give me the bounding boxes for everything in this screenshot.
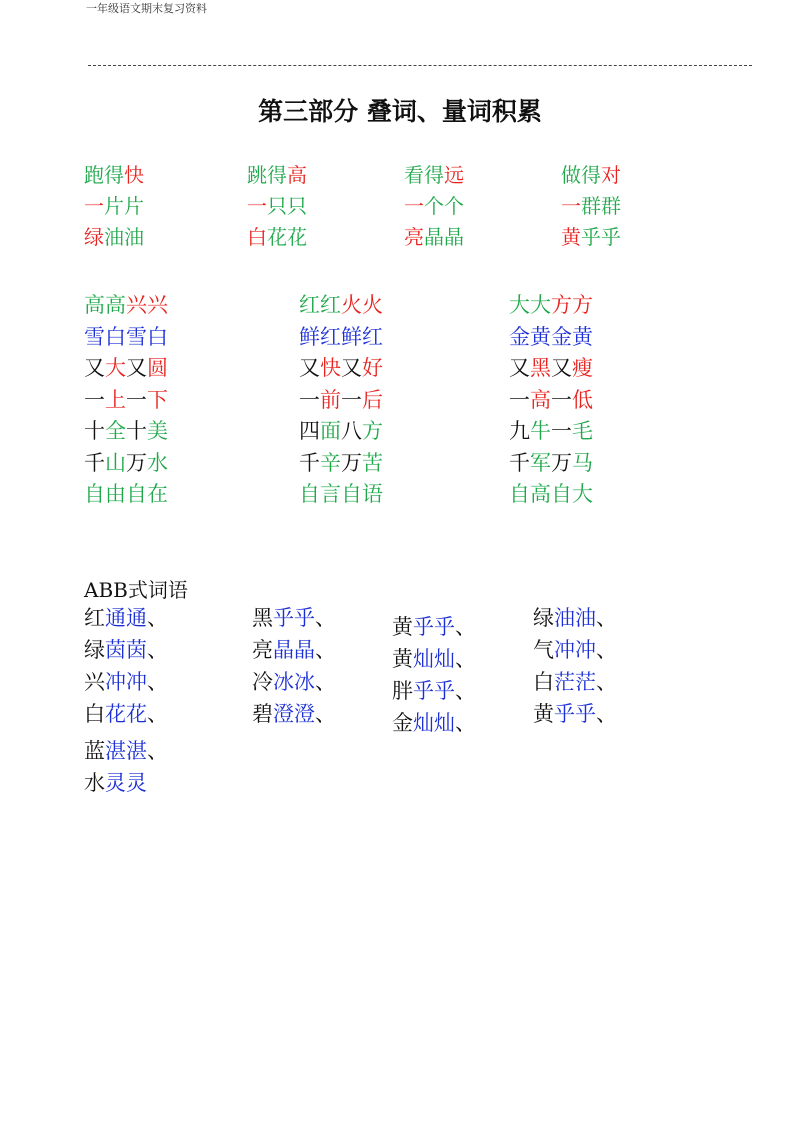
- word-segment: 、: [315, 702, 336, 726]
- word-segment: 万: [551, 451, 572, 475]
- word-item: [299, 481, 383, 507]
- word-segment: 苦: [362, 451, 383, 475]
- abb-heading: ABB式词语: [84, 578, 188, 602]
- word-segment: 胖: [392, 679, 413, 703]
- word-item: [509, 292, 593, 318]
- word-segment: 片片: [104, 194, 144, 218]
- word-item: [299, 387, 383, 413]
- word-item: [533, 637, 617, 663]
- word-item: [247, 224, 307, 250]
- word-item: [84, 770, 147, 796]
- word-item: [84, 355, 168, 381]
- word-segment: 跳得: [247, 163, 287, 187]
- word-segment: 好: [362, 356, 383, 380]
- word-segment: 高: [287, 163, 307, 187]
- word-segment: 乎乎: [554, 702, 596, 726]
- word-segment: 黄: [533, 702, 554, 726]
- word-item: [509, 387, 593, 413]
- word-segment: 下: [147, 388, 168, 412]
- word-segment: 兴兴: [126, 293, 168, 317]
- word-item: [84, 481, 168, 507]
- word-item: [252, 669, 336, 695]
- word-item: [561, 224, 621, 250]
- word-segment: 自高自大: [509, 482, 593, 506]
- word-segment: 茫茫: [554, 670, 596, 694]
- word-segment: 、: [596, 638, 617, 662]
- word-item: [84, 669, 168, 695]
- word-segment: 灿灿: [413, 711, 455, 735]
- word-segment: 白: [533, 670, 554, 694]
- word-segment: 、: [455, 679, 476, 703]
- word-segment: 跑得: [84, 163, 124, 187]
- header-divider: [88, 65, 752, 66]
- word-segment: 、: [315, 638, 336, 662]
- word-segment: 高: [530, 388, 551, 412]
- word-segment: 花花: [267, 225, 307, 249]
- word-segment: 茵茵: [105, 638, 147, 662]
- word-segment: 后: [362, 388, 383, 412]
- word-segment: 只只: [267, 194, 307, 218]
- word-segment: 乎乎: [581, 225, 621, 249]
- word-item: [509, 481, 593, 507]
- word-segment: 冰冰: [273, 670, 315, 694]
- word-item: [299, 355, 383, 381]
- word-item: [392, 678, 476, 704]
- word-item: [84, 292, 168, 318]
- word-item: [299, 418, 383, 444]
- word-segment: 低: [572, 388, 593, 412]
- word-item: [252, 637, 336, 663]
- word-segment: 对: [601, 163, 621, 187]
- word-segment: 、: [147, 702, 168, 726]
- word-segment: 黑: [530, 356, 551, 380]
- word-segment: 澄澄: [273, 702, 315, 726]
- word-segment: 红: [84, 606, 105, 630]
- word-segment: 八: [341, 419, 362, 443]
- word-segment: 十: [84, 419, 105, 443]
- word-item: [561, 162, 621, 188]
- word-item: [84, 387, 168, 413]
- word-item: [247, 162, 307, 188]
- word-item: [299, 450, 383, 476]
- word-segment: 、: [455, 711, 476, 735]
- word-segment: 一: [126, 388, 147, 412]
- word-segment: 水: [147, 451, 168, 475]
- word-segment: 一: [561, 194, 581, 218]
- word-segment: 毛: [572, 419, 593, 443]
- word-item: [392, 646, 476, 672]
- word-item: [509, 450, 593, 476]
- word-segment: 、: [596, 606, 617, 630]
- word-segment: 乎乎: [413, 679, 455, 703]
- word-segment: 晶晶: [273, 638, 315, 662]
- word-segment: 乎乎: [413, 615, 455, 639]
- word-segment: 圆: [147, 356, 168, 380]
- word-segment: 、: [315, 606, 336, 630]
- word-segment: 军: [530, 451, 551, 475]
- word-segment: 湛湛: [105, 739, 147, 763]
- word-segment: 、: [147, 739, 168, 763]
- word-item: [404, 224, 464, 250]
- word-segment: 千: [509, 451, 530, 475]
- word-item: [252, 605, 336, 631]
- word-item: [252, 701, 336, 727]
- word-item: [84, 324, 168, 350]
- word-item: [392, 614, 476, 640]
- word-segment: 远: [444, 163, 464, 187]
- word-segment: 、: [315, 670, 336, 694]
- word-segment: 灿灿: [413, 647, 455, 671]
- word-segment: 水: [84, 771, 105, 795]
- word-segment: 十: [126, 419, 147, 443]
- word-segment: 通通: [105, 606, 147, 630]
- word-segment: 一: [404, 194, 424, 218]
- word-item: [404, 162, 464, 188]
- word-segment: 灵灵: [105, 771, 147, 795]
- word-item: [299, 324, 383, 350]
- word-segment: 黄: [561, 225, 581, 249]
- word-segment: 一: [299, 388, 320, 412]
- word-segment: 快: [320, 356, 341, 380]
- word-item: [392, 710, 476, 736]
- word-item: [404, 193, 464, 219]
- word-segment: 辛: [320, 451, 341, 475]
- word-segment: 大大: [509, 293, 551, 317]
- word-segment: 乎乎: [273, 606, 315, 630]
- word-item: [84, 450, 168, 476]
- word-segment: 绿: [84, 225, 104, 249]
- word-segment: 冷: [252, 670, 273, 694]
- word-segment: 绿: [533, 606, 554, 630]
- word-item: [533, 669, 617, 695]
- word-segment: 美: [147, 419, 168, 443]
- word-segment: 千: [299, 451, 320, 475]
- word-segment: 、: [596, 702, 617, 726]
- page-header: 一年级语文期末复习资料: [86, 2, 207, 15]
- word-segment: 千: [84, 451, 105, 475]
- word-item: [84, 701, 168, 727]
- word-segment: 白: [247, 225, 267, 249]
- word-segment: 方方: [551, 293, 593, 317]
- word-segment: 群群: [581, 194, 621, 218]
- word-segment: 、: [147, 638, 168, 662]
- word-segment: 冲冲: [554, 638, 596, 662]
- word-segment: 一: [247, 194, 267, 218]
- word-segment: 花花: [105, 702, 147, 726]
- word-segment: 冲冲: [105, 670, 147, 694]
- word-segment: 个个: [424, 194, 464, 218]
- word-segment: 绿: [84, 638, 105, 662]
- word-segment: 又: [84, 356, 105, 380]
- word-segment: 九: [509, 419, 530, 443]
- word-segment: 、: [596, 670, 617, 694]
- word-segment: 全: [105, 419, 126, 443]
- word-segment: 火火: [341, 293, 383, 317]
- word-item: [509, 324, 593, 350]
- word-segment: 油油: [104, 225, 144, 249]
- page-title: 第三部分 叠词、量词积累: [258, 97, 542, 126]
- word-segment: 又: [341, 356, 362, 380]
- word-segment: 一: [551, 419, 572, 443]
- word-item: [84, 637, 168, 663]
- word-item: [299, 292, 383, 318]
- word-segment: 又: [126, 356, 147, 380]
- word-item: [247, 193, 307, 219]
- word-segment: 红红: [299, 293, 341, 317]
- word-segment: 一: [84, 388, 105, 412]
- word-segment: 高高: [84, 293, 126, 317]
- word-segment: 鲜红鲜红: [299, 325, 383, 349]
- word-segment: 碧: [252, 702, 273, 726]
- word-item: [84, 193, 144, 219]
- word-segment: 气: [533, 638, 554, 662]
- word-segment: 自由自在: [84, 482, 168, 506]
- word-segment: 万: [341, 451, 362, 475]
- word-item: [561, 193, 621, 219]
- word-segment: 四: [299, 419, 320, 443]
- word-segment: 做得: [561, 163, 601, 187]
- word-segment: 万: [126, 451, 147, 475]
- word-segment: 黑: [252, 606, 273, 630]
- word-segment: 、: [147, 606, 168, 630]
- word-item: [84, 605, 168, 631]
- word-segment: 、: [147, 670, 168, 694]
- word-segment: 牛: [530, 419, 551, 443]
- word-segment: 油油: [554, 606, 596, 630]
- word-item: [509, 418, 593, 444]
- word-segment: 雪白雪白: [84, 325, 168, 349]
- word-segment: 又: [551, 356, 572, 380]
- word-segment: 一: [84, 194, 104, 218]
- word-segment: 快: [124, 163, 144, 187]
- word-segment: 一: [341, 388, 362, 412]
- word-item: [84, 162, 144, 188]
- word-segment: 大: [105, 356, 126, 380]
- word-segment: 山: [105, 451, 126, 475]
- word-segment: 黄: [392, 647, 413, 671]
- word-item: [509, 355, 593, 381]
- word-segment: 、: [455, 615, 476, 639]
- word-segment: 前: [320, 388, 341, 412]
- word-segment: 蓝: [84, 739, 105, 763]
- word-item: [84, 418, 168, 444]
- word-segment: 兴: [84, 670, 105, 694]
- word-item: [533, 701, 617, 727]
- word-segment: 金黄金黄: [509, 325, 593, 349]
- word-segment: 自言自语: [299, 482, 383, 506]
- word-segment: 、: [455, 647, 476, 671]
- word-segment: 一: [509, 388, 530, 412]
- word-item: [84, 224, 144, 250]
- word-segment: 亮: [252, 638, 273, 662]
- word-segment: 亮: [404, 225, 424, 249]
- word-segment: 上: [105, 388, 126, 412]
- word-segment: 面: [320, 419, 341, 443]
- word-segment: 白: [84, 702, 105, 726]
- word-item: [533, 605, 617, 631]
- word-segment: 又: [509, 356, 530, 380]
- word-segment: 看得: [404, 163, 444, 187]
- word-segment: 方: [362, 419, 383, 443]
- word-segment: 黄: [392, 615, 413, 639]
- word-segment: 晶晶: [424, 225, 464, 249]
- word-segment: 马: [572, 451, 593, 475]
- word-item: [84, 738, 168, 764]
- word-segment: 金: [392, 711, 413, 735]
- word-segment: 一: [551, 388, 572, 412]
- word-segment: 瘦: [572, 356, 593, 380]
- word-segment: 又: [299, 356, 320, 380]
